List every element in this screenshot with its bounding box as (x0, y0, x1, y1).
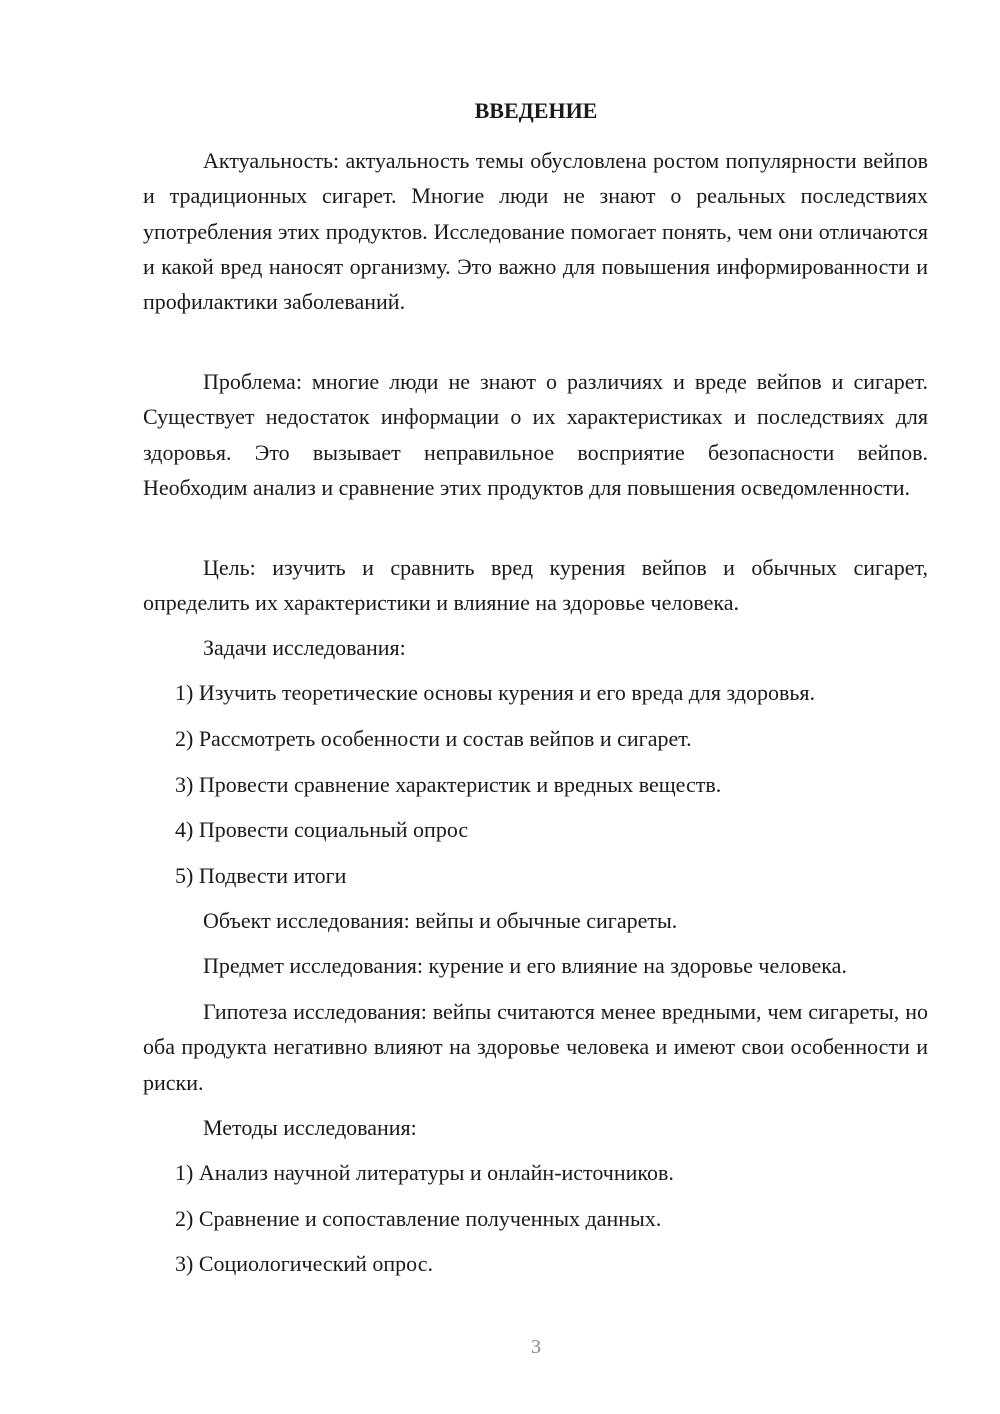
task-item: 1) Изучить теоретические основы курения и его вреда для здоровья. (175, 680, 816, 705)
task-item: 4) Провести социальный опрос (175, 817, 469, 842)
method-item: 2) Сравнение и сопоставление полученных данных. (175, 1206, 662, 1231)
page-number: 3 (531, 1336, 541, 1358)
subject-paragraph: Предмет исследования: курение и его влияние на здоровье человека. (203, 953, 847, 978)
problem-paragraph: Проблема: многие люди не знают о различиях и вреде вейпов и сигарет. Существует недостаток информации о их характеристиках и последствиях для здоровья. Это вызывает неправильное восприятие безопасности вейпов. Необходим анализ и сравнение этих продуктов для повышения осведомленности. (143, 369, 928, 500)
task-item: 3) Провести сравнение характеристик и вредных веществ. (175, 772, 722, 797)
method-item: 1) Анализ научной литературы и онлайн-источников. (175, 1160, 674, 1185)
methods-heading: Методы исследования: (203, 1115, 417, 1140)
task-item: 2) Рассмотреть особенности и состав вейпов и сигарет. (175, 726, 692, 751)
task-item: 5) Подвести итоги (175, 863, 347, 888)
goal-paragraph: Цель: изучить и сравнить вред курения вейпов и обычных сигарет, определить их характеристики и влияние на здоровье человека. (143, 555, 928, 616)
object-paragraph: Объект исследования: вейпы и обычные сигареты. (203, 908, 678, 933)
method-item: 3) Социологический опрос. (175, 1251, 433, 1276)
relevance-paragraph: Актуальность: актуальность темы обусловлена ростом популярности вейпов и традиционных сигарет. Многие люди не знают о реальных последствиях употребления этих продуктов. Исследование помогает понять, чем они отличаются и какой вред наносят организму. Это важно для повышения информированности и профилактики заболеваний. (143, 148, 928, 315)
page-title: ВВЕДЕНИЕ (474, 98, 598, 123)
hypothesis-paragraph: Гипотеза исследования: вейпы считаются менее вредными, чем сигареты, но оба продукта негативно влияют на здоровье человека и имеют свои особенности и риски. (143, 999, 928, 1095)
tasks-heading: Задачи исследования: (203, 635, 406, 660)
